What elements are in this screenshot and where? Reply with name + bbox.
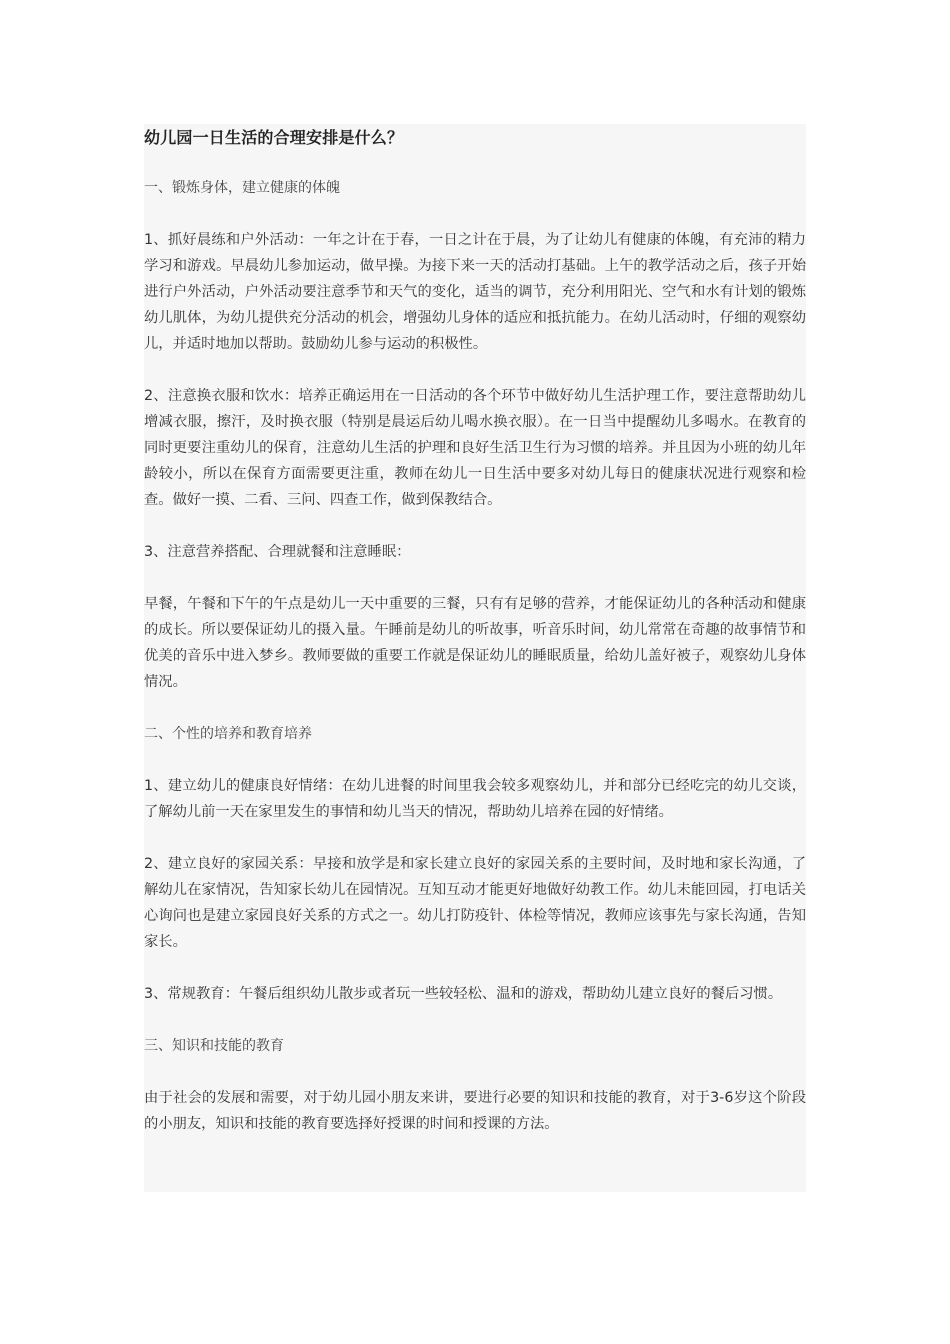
paragraph-1-3: 3、注意营养搭配、合理就餐和注意睡眠：	[144, 544, 411, 560]
document-title: 幼儿园一日生活的合理安排是什么？	[144, 128, 404, 147]
document-content	[144, 124, 806, 1192]
section-heading-1: 一、锻炼身体，建立健康的体魄	[144, 180, 340, 196]
section-heading-2: 二、个性的培养和教育培养	[144, 726, 312, 742]
paragraph-3-1: 由于社会的发展和需要，对于幼儿园小朋友来讲，要进行必要的知识和技能的教育，对于3-6岁这个阶段的小朋友，知识和技能的教育要选择好授课的时间和授课的方法。	[144, 1090, 806, 1132]
paragraph-2-2: 2、建立良好的家园关系：早接和放学是和家长建立良好的家园关系的主要时间，及时地和家长沟通，了解幼儿在家情况，告知家长幼儿在园情况。互知互动才能更好地做好幼教工作。幼儿未能回园，打电话关心询问也是建立家园良好关系的方式之一。幼儿打防疫针、体检等情况，教师应该事先与家长沟通，告知家长。	[144, 856, 806, 950]
paragraph-1-4: 早餐，午餐和下午的午点是幼儿一天中重要的三餐，只有有足够的营养，才能保证幼儿的各种活动和健康的成长。所以要保证幼儿的摄入量。午睡前是幼儿的听故事，听音乐时间，幼儿常常在奇趣的故事情节和优美的音乐中进入梦乡。教师要做的重要工作就是保证幼儿的睡眠质量，给幼儿盖好被子，观察幼儿身体情况。	[144, 596, 806, 690]
paragraph-2-1: 1、建立幼儿的健康良好情绪：在幼儿进餐的时间里我会较多观察幼儿，并和部分已经吃完的幼儿交谈，了解幼儿前一天在家里发生的事情和幼儿当天的情况，帮助幼儿培养在园的好情绪。	[144, 778, 806, 820]
paragraph-1-2: 2、注意换衣服和饮水：培养正确运用在一日活动的各个环节中做好幼儿生活护理工作，要注意帮助幼儿增减衣服，擦汗，及时换衣服（特别是晨运后幼儿喝水换衣服）。在一日当中提醒幼儿多喝水。在教育的同时更要注重幼儿的保育，注意幼儿生活的护理和良好生活卫生行为习惯的培养。并且因为小班的幼儿年龄较小，所以在保育方面需要更注重，教师在幼儿一日生活中要多对幼儿每日的健康状况进行观察和检查。做好一摸、二看、三问、四查工作，做到保教结合。	[144, 388, 806, 508]
paragraph-1-1: 1、抓好晨练和户外活动：一年之计在于春，一日之计在于晨，为了让幼儿有健康的体魄，有充沛的精力学习和游戏。早晨幼儿参加运动，做早操。为接下来一天的活动打基础。上午的教学活动之后，孩子开始进行户外活动，户外活动要注意季节和天气的变化，适当的调节，充分利用阳光、空气和水有计划的锻炼幼儿肌体，为幼儿提供充分活动的机会，增强幼儿身体的适应和抵抗能力。在幼儿活动时，仔细的观察幼儿，并适时地加以帮助。鼓励幼儿参与运动的积极性。	[144, 232, 806, 352]
paragraph-2-3: 3、常规教育：午餐后组织幼儿散步或者玩一些较轻松、温和的游戏，帮助幼儿建立良好的餐后习惯。	[144, 986, 783, 1002]
section-heading-3: 三、知识和技能的教育	[144, 1038, 284, 1054]
